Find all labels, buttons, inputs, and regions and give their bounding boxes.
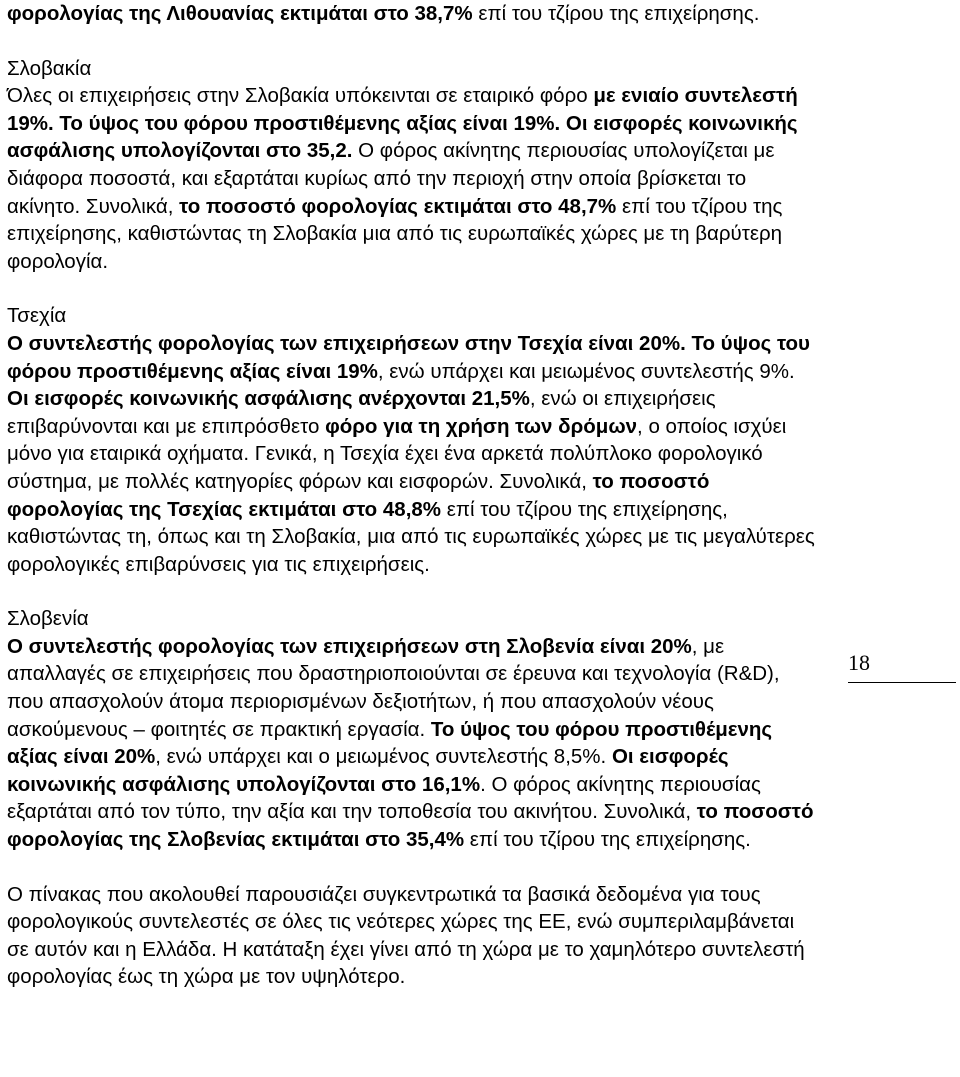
closing-paragraph: Ο πίνακας που ακολουθεί παρουσιάζει συγκεντρωτικά τα βασικά δεδομένα για τους φορολογικούς συντελεστές σε όλες τις νεότερες χώρες της ΕΕ, ενώ συμπεριλαμβάνεται σε αυτόν και η Ελλάδα. Η κατάταξη έχει γίνει από τη χώρα με το χαμηλότερο συντελεστή φορολογίας έως τη χώρα με τον υψηλότερο.	[7, 882, 805, 989]
page-number-rule	[848, 682, 956, 683]
czech-bold-4: το ποσοστό φορολογίας της Τσεχίας εκτιμάται στο 48,8%	[7, 469, 710, 521]
czech-text-4: επί του τζίρου της επιχείρησης, καθιστώντας τη, όπως και τη Σλοβακία, μια από τις ευρωπαϊκές χώρες με τις μεγαλύτερες φορολογικές επιβαρύνσεις για τις επιχειρήσεις.	[7, 497, 815, 576]
slovakia-bold-2: το ποσοστό φορολογίας εκτιμάται στο 48,7%	[179, 194, 617, 218]
slovakia-text-2: Ο φόρος ακίνητης περιουσίας υπολογίζεται με διάφορα ποσοστά, και εξαρτάται κυρίως από την περιοχή στην οποία βρίσκεται το ακίνητο. Συνολικά,	[7, 139, 775, 218]
czech-text-2: , ενώ οι επιχειρήσεις επιβαρύνονται και με επιπρόσθετο	[7, 387, 716, 438]
slovenia-bold-1: Ο συντελεστής φορολογίας των επιχειρήσεων στη Σλοβενία είναι 20%	[7, 634, 692, 658]
slovenia-bold-2: Το ύψος του φόρου προστιθέμενης αξίας είναι 20%	[7, 717, 773, 769]
page-number	[848, 650, 956, 683]
section-heading-slovakia: Σλοβακία	[7, 56, 92, 80]
slovenia-paragraph	[7, 633, 815, 854]
intro-text-1: επί του τζίρου της επιχείρησης.	[472, 2, 760, 25]
intro-bold-1: φορολογίας της Λιθουανίας εκτιμάται στο 38,7%	[7, 2, 473, 25]
slovenia-text-3: . Ο φόρος ακίνητης περιουσίας εξαρτάται από τον τύπο, την αξία και την τοποθεσία του ακινήτου. Συνολικά,	[7, 772, 761, 824]
czech-text-3: , ο οποίος ισχύει μόνο για εταιρικά οχήματα. Γενικά, η Τσεχία έχει ένα αρκετά πολύπλοκο φορολογικό σύστημα, με πολλές κατηγορίες φόρων και εισφορών. Συνολικά,	[7, 414, 787, 493]
czech-paragraph	[7, 330, 815, 578]
section-heading-czech: Τσεχία	[7, 304, 67, 328]
section-heading-slovenia: Σλοβενία	[7, 607, 89, 631]
czech-bold-2: Οι εισφορές κοινωνικής ασφάλισης ανέρχονται 21,5%	[7, 387, 530, 411]
czech-bold-1: Ο συντελεστής φορολογίας των επιχειρήσεων στην Τσεχία είναι 20%. Το ύψος του φόρου προστιθέμενης αξίας είναι 19%	[7, 331, 810, 383]
page-number-value: 18	[848, 650, 870, 675]
czech-text-1: , ενώ υπάρχει και μειωμένος συντελεστής 9%.	[377, 359, 795, 383]
czech-bold-3: φόρο για τη χρήση των δρόμων	[325, 414, 638, 438]
slovenia-text-1: , με απαλλαγές σε επιχειρήσεις που δραστηριοποιούνται σε έρευνα και τεχνολογία (R&D), που απασχολούν άτομα περιορισμένων δεξιοτήτων, ή που απασχολούν νέους ασκούμενους – φοιτητές σε πρακτική εργασία.	[7, 634, 780, 741]
slovenia-text-2: , ενώ υπάρχει και ο μειωμένος συντελεστής 8,5%.	[155, 745, 612, 769]
slovenia-bold-3: Οι εισφορές κοινωνικής ασφάλισης υπολογίζονται στο 16,1%	[7, 745, 729, 796]
slovakia-text-3: επί του τζίρου της επιχείρησης, καθιστώντας τη Σλοβακία μια από τις ευρωπαϊκές χώρες με τη βαρύτερη φορολογία.	[7, 194, 783, 273]
slovenia-bold-4: το ποσοστό φορολογίας της Σλοβενίας εκτιμάται στο 35,4%	[7, 800, 814, 852]
slovakia-text-1: Όλες οι επιχειρήσεις στην Σλοβακία υπόκεινται σε εταιρικό φόρο	[7, 84, 594, 108]
slovenia-text-4: επί του τζίρου της επιχείρησης.	[464, 828, 751, 852]
slovakia-paragraph	[7, 82, 815, 275]
intro-paragraph	[7, 0, 815, 28]
slovakia-bold-1: με ενιαίο συντελεστή 19%. Το ύψος του φόρου προστιθέμενης αξίας είναι 19%. Οι εισφορές κοινωνικής ασφάλισης υπολογίζονται στο 35,2.	[7, 84, 798, 163]
document-page	[7, 0, 815, 991]
